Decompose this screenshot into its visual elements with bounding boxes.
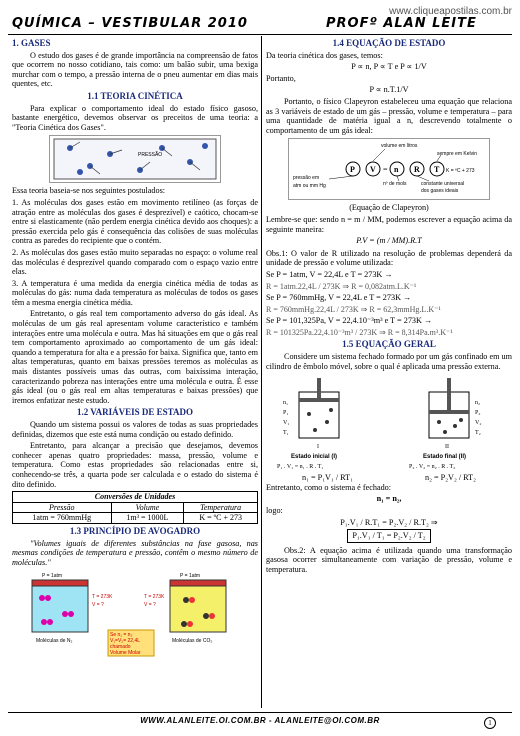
- postulate-3: 3. A temperatura é uma medida da energia cinética média de todas as moléculas do gás: numa dada temperatura as moléculas de todos os gases têm a mesma energia cinética média.: [12, 278, 258, 307]
- table-header: Pressão: [13, 502, 112, 513]
- v1-label: V = ?: [92, 602, 104, 609]
- postulates-intro: Essa teoria baseia-se nos seguintes postulados:: [12, 186, 166, 196]
- n1-label: n₁: [283, 400, 289, 407]
- real-gas-paragraph: Entretanto, o gás real tem comportamento adverso do gás ideal. As moléculas de um gás real apresentam volume característico e também interações entre uma molécula e outra. Mas há situações em que o gás real tem comportamento aproximado ao comportamento de um gás ideal: quando a temperatura for alta e a pressão for baixa. Significa que, tanto em altas temperaturas, quanto em baixas pressões teremos as moléculas as mais distantes possíveis umas das outras, com baixíssima interação, caracterizando pobreza nas interações entre uma molécula e outra. É esse gás ideal (ou o gás real em altas temperaturas e baixas pressões) que iremos enfatizar neste estudo.: [12, 309, 258, 405]
- molar-3: chamado: [110, 644, 131, 651]
- section-1-text: O estudo dos gases é de grande importância na compreensão de fatos que ocorrem no nosso cotidiano, tais como: um balão subir, uma bexiga murchar com o tempo, a pressão interna de o pneu aumentar em dias mais quentes, etc.: [12, 50, 258, 89]
- section-1-1-title: 1.1 TEORIA CINÉTICA: [87, 90, 183, 101]
- general-equation-box: P₁.V₁ / T₁ = P₂.V₂ / T₂: [347, 529, 430, 543]
- section-1-2-title: 1.2 VARIÁVEIS DE ESTADO: [76, 407, 194, 418]
- initial-state-label: Estado inicial (I): [291, 454, 338, 461]
- section-1-4-title: 1.4 EQUAÇÃO DE ESTADO: [332, 38, 446, 48]
- kelvin-note: sempre em Kelvin: [437, 151, 478, 158]
- molar-1: Se n₁ = n₂: [110, 632, 133, 639]
- kinetic-diagram: [49, 135, 221, 183]
- avogadro-diagram: [20, 570, 250, 658]
- cylinder-svg: [269, 374, 509, 470]
- n2-label: n₂: [475, 400, 481, 407]
- avogadro-principle: "Volumes iguais de diferentes substâncias na fase gasosa, nas mesmas condições de temperatura e pressão, contêm o mesmo número de moléculas.": [12, 538, 258, 567]
- eq-state-2: P₂ . V₂ = n₂ . R . T₂: [409, 464, 456, 471]
- general-eq-1: P₁.V₁ / R.T₁ = P₂.V₂ / R.T₂ ⇒: [340, 517, 438, 527]
- p2-label: P = 1atm: [180, 573, 201, 580]
- footer-text[interactable]: WWW.ALANLEITE.OI.COM.BR - ALANLEITE@OI.COM.BR: [140, 716, 380, 725]
- postulate-1: 1. As moléculas dos gases estão em movimento retilíneo (as forças de atração entre as moléculas dos gases é desprezível) e caótico, chocam-se entre si elasticamente (não perdem energia cinética devido aos choques): a pressão exercida pelo gás é consequência das colisões de suas moléculas contra as paredes do recipiente que o contém.: [12, 197, 258, 246]
- kinetic-diagram-svg: [50, 136, 220, 182]
- obs-1-case-3: Se P = 101,325Pa, V = 22,4.10⁻³m³ e T = 273K →: [266, 316, 433, 326]
- molar-2: V₁=V₂= 22,4L: [110, 638, 141, 645]
- conversion-table: [12, 491, 258, 524]
- n2-caption: Moléculas de N₂: [36, 638, 73, 645]
- portanto-1: Portanto,: [266, 73, 296, 83]
- clapeyron-paragraph: Portanto, o físico Clapeyron estabeleceu uma equação que relaciona as 3 variáveis de estado de um gás – pressão, volume e temperatura – para uma quantidade de matéria igual a n, descrevendo totalmente o comportamento de um gás ideal:: [266, 96, 512, 135]
- p1-label: P₁: [283, 410, 289, 417]
- proportion-eq-2: P ∝ n.T.1/V: [369, 85, 409, 95]
- header-site[interactable]: www.cliqueapostilas.com.br: [389, 6, 512, 17]
- table-header: Temperatura: [184, 502, 258, 513]
- roman-1: I: [317, 444, 319, 451]
- section-1-2-p2: Entretanto, para alcançar a precisão que desejamos, devemos conhecer apenas quatro propriedades: massa, pressão, volume e temperatura. Como estas propriedades são relacionadas entre si, conhecendo-se três, a quarta pode ser calculada e o estado do sistema é dito definido.: [12, 441, 258, 489]
- page-header: [8, 6, 512, 36]
- v2-label: V = ?: [144, 602, 156, 609]
- obs-1-case-2: Se P = 760mmHg, V = 22,4L e T = 273K →: [266, 293, 412, 303]
- section-1-1-intro: Para explicar o comportamento ideal do estado físico gasoso, bastante energético, devemos observar os preceitos de uma teoria: a "Teoria Cinética dos Gases".: [12, 103, 258, 132]
- V-symbol: V: [370, 165, 376, 175]
- section-1-title: 1. GASES: [12, 38, 51, 48]
- co2-caption: Moléculas de CO₂: [172, 638, 213, 645]
- n-equations-row: [266, 473, 512, 483]
- pressure-note-2: atm ou mm Hg: [293, 183, 326, 190]
- n-symbol: n: [394, 165, 399, 175]
- T-symbol: T: [434, 165, 440, 175]
- obs-1-case-1: Se P = 1atm, V = 22,4L e T = 273K →: [266, 269, 393, 279]
- mass-relation-text: Lembre-se que: sendo n = m / MM, podemos escrever a equação acima da seguinte maneira:: [266, 214, 512, 234]
- molar-4: Volume Molar: [110, 650, 141, 657]
- t2-label: T = 273K: [144, 594, 165, 601]
- t1-label: T = 273K: [92, 594, 113, 601]
- header-left-title: QUÍMICA – VESTIBULAR 2010: [12, 16, 248, 31]
- header-rule: [8, 34, 512, 35]
- clapeyron-diagram: [288, 138, 490, 200]
- right-column: [266, 36, 512, 577]
- eq-state-1: P₁ . V₁ = n₁ . R . T₁: [277, 464, 324, 471]
- page-footer: [8, 712, 512, 727]
- obs-1-formula-1: R = 1atm.22,4L / 273K ⇒ R = 0,082atm.L.K⁻¹: [266, 281, 417, 291]
- equals-symbol: =: [383, 165, 388, 175]
- volume-note: volume em litros: [381, 143, 418, 150]
- table-cell: 1m³ = 1000L: [111, 513, 184, 524]
- mols-note: nº de mols: [383, 181, 407, 188]
- v2-label: V₂: [475, 420, 482, 427]
- column-divider: [261, 36, 262, 708]
- kinetic-relations-intro: Da teoria cinética dos gases, temos:: [266, 50, 383, 60]
- cylinder-diagram: [269, 374, 509, 470]
- obs-1-formula-3: R = 101325Pa.22,4.10⁻³m³ / 273K ⇒ R = 8,314Pa.m³.K⁻¹: [266, 327, 453, 337]
- p2-label: P₂: [475, 410, 481, 417]
- pressure-note-1: pressão em: [293, 175, 320, 182]
- const-note-2: dos gases ideais: [421, 188, 459, 195]
- table-cell: 1atm = 760mmHg: [13, 513, 112, 524]
- table-cell: K = ºC + 273: [184, 513, 258, 524]
- n1-equation: n₁ = P₁V₁ / RT₁: [301, 473, 354, 483]
- P-symbol: P: [350, 165, 355, 175]
- proportion-eq-1: P ∝ n, P ∝ T e P ∝ 1/V: [351, 62, 427, 72]
- logo-text: logo:: [266, 506, 283, 516]
- n-equality: n₁ = n₂,: [376, 494, 402, 504]
- postulate-2: 2. As moléculas dos gases estão muito separadas no espaço: o volume real das moléculas é desprezível quando comparado com o espaço vazio entre elas.: [12, 247, 258, 277]
- R-symbol: R: [414, 165, 420, 175]
- table-title: Conversões de Unidades: [13, 492, 258, 503]
- pressure-label: PRESSÃO: [138, 152, 163, 159]
- section-1-5-p1: Considere um sistema fechado formado por um gás confinado em um cilindro de êmbolo móvel, sobre o qual é aplicada uma pressão externa.: [266, 352, 512, 371]
- section-1-5-title: 1.5 EQUAÇÃO GERAL: [342, 339, 436, 350]
- t2-label: T₂: [475, 430, 481, 437]
- clapeyron-caption: (Equação de Clapeyron): [349, 203, 429, 213]
- section-1-3-title: 1.3 PRINCÍPIO DE AVOGADRO: [69, 525, 201, 536]
- t1-label: T₁: [283, 430, 289, 437]
- table-header: Volume: [111, 502, 184, 513]
- page-number: 1: [484, 717, 496, 729]
- const-note-1: constante universal: [421, 181, 465, 188]
- clapeyron-svg: [289, 139, 489, 199]
- closed-system-text: Entretanto, como o sistema é fechado:: [266, 482, 392, 492]
- n2-equation: n₂ = P₂V₂ / RT₂: [424, 473, 477, 483]
- section-1-2-p1: Quando um sistema possui os valores de todas as suas propriedades definidas, dizemos que este está numa condição ou estado definido.: [12, 420, 258, 439]
- p1-label: P = 1atm: [42, 573, 63, 580]
- final-state-label: Estado final (II): [423, 454, 467, 461]
- obs-1-formula-2: R = 760mmHg.22,4L / 273K ⇒ R = 62,3mmHg.L.K⁻¹: [266, 304, 441, 314]
- avogadro-svg: [20, 570, 250, 658]
- obs-1: Obs.1: O valor de R utilizado na resolução de problemas dependerá da unidade de pressão e volume utilizada:: [266, 248, 512, 268]
- k-note: K = ºC + 273: [446, 168, 475, 175]
- v1-label: V₁: [283, 420, 290, 427]
- header-right-title: PROFº ALAN LEITE: [326, 16, 477, 31]
- obs-2: Obs.2: A equação acima é utilizada quando uma transformação gasosa ocorrer simultaneamente com variação de pressão, volume e temperatura.: [266, 545, 512, 574]
- roman-2: II: [445, 444, 449, 451]
- left-column: [12, 36, 258, 661]
- mass-equation: P.V = (m / MM).R.T: [356, 236, 422, 246]
